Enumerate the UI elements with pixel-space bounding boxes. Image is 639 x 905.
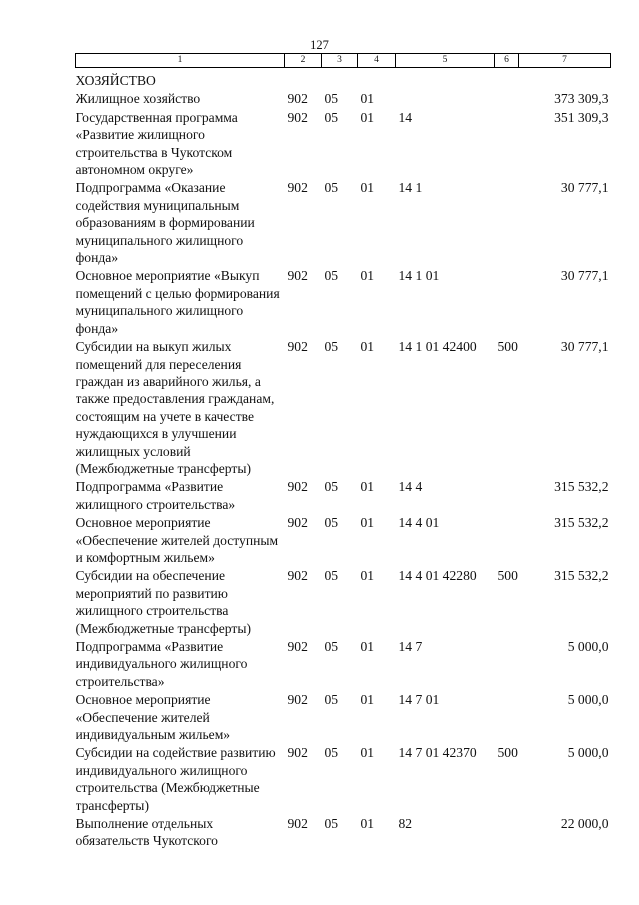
table-row [76,567,611,638]
row-amount [519,68,611,91]
row-admin-code: 902 [287,109,308,125]
row-admin-code: 902 [287,515,308,531]
row-target-article: 14 7 01 [398,692,440,708]
row-admin-code: 902 [287,91,308,107]
row-target-article: 14 7 [398,639,423,654]
table-row [76,744,611,815]
table-row [76,478,611,514]
row-name: Выполнение отдельных обязательств Чукотского [75,816,218,849]
table-header [76,54,611,68]
row-target-article: 82 [398,816,413,832]
row-section-code [322,68,358,91]
row-name: Основное мероприятие «Выкуп помещений с целью формирования муниципального жилищного фонда» [75,268,280,336]
row-name: Государственная программа «Развитие жилищного строительства в Чукотском автономном округе» [75,109,238,178]
header-col-6: 6 [495,54,519,68]
row-expense-type: 500 [497,568,518,584]
row-amount: 5 000,0 [567,692,609,708]
row-expense-type: 500 [497,339,518,355]
row-name: Подпрограмма «Оказание содействия муниципальным образованиям в формировании муниципального жилищного фонда» [75,180,255,266]
row-target-article: 14 1 01 42400 [398,339,477,355]
row-target-article: 14 1 [398,180,423,196]
table-row [76,179,611,267]
table-row [76,338,611,478]
row-amount: 315 532,2 [554,479,609,495]
row-section-code: 05 [324,268,339,284]
row-target-article: 14 4 [398,479,423,495]
row-amount: 30 777,1 [560,339,609,355]
row-subsection-code [358,68,396,91]
row-target-article: 14 [398,109,413,125]
row-subsection-code: 01 [360,339,375,355]
row-amount: 373 309,3 [554,91,609,107]
row-target-article [396,90,495,108]
row-expense-type [495,90,519,108]
header-col-5: 5 [396,54,495,68]
row-target-article [396,68,495,91]
row-subsection-code: 01 [360,479,375,495]
header-col-4: 4 [358,54,396,68]
row-section-code: 05 [324,816,339,832]
row-section-code: 05 [324,639,339,654]
row-expense-type [495,514,519,567]
row-target-article: 14 4 01 [398,515,440,531]
row-admin-code: 902 [287,745,308,761]
row-amount: 351 309,3 [554,109,609,125]
row-name: Основное мероприятие «Обеспечение жителей доступным и комфортным жильем» [75,515,279,565]
row-subsection-code: 01 [360,816,375,832]
table-row [76,691,611,744]
row-target-article: 14 7 01 42370 [398,745,477,761]
row-admin-code: 902 [287,479,308,495]
row-amount: 5 000,0 [567,745,609,761]
row-amount: 30 777,1 [560,268,609,284]
budget-table [75,53,611,851]
table-row [76,267,611,338]
row-name: Субсидии на обеспечение мероприятий по развитию жилищного строительства (Межбюджетные трансферты) [75,568,251,636]
row-admin-code: 902 [287,816,308,832]
row-subsection-code: 01 [360,745,375,761]
table-row [76,68,611,91]
row-subsection-code: 01 [360,692,375,708]
row-admin-code: 902 [287,339,308,355]
row-section-code: 05 [324,479,339,495]
table-row [76,109,611,180]
row-expense-type [495,815,519,851]
row-expense-type [495,638,519,691]
row-target-article: 14 1 01 [398,268,440,284]
row-admin-code: 902 [287,692,308,708]
header-row [76,54,611,68]
row-amount: 315 532,2 [554,568,609,584]
header-col-7: 7 [519,54,611,68]
row-subsection-code: 01 [360,639,375,654]
row-admin-code: 902 [287,268,308,284]
row-name: Подпрограмма «Развитие индивидуального жилищного строительства» [75,639,248,689]
row-expense-type [495,478,519,514]
row-section-code: 05 [324,515,339,531]
table-body [76,68,611,851]
table-row [76,815,611,851]
row-expense-type: 500 [497,745,518,761]
row-section-code: 05 [324,745,339,761]
row-name: Субсидии на выкуп жилых помещений для переселения граждан из аварийного жилья, а также предоставления гражданам, состоящим на учете в качестве нуждающихся в улучшении жилищных условий (Межбюджетные трансферты) [75,339,275,476]
row-section-code: 05 [324,568,339,584]
row-expense-type [495,267,519,338]
row-subsection-code: 01 [360,268,375,284]
row-admin-code: 902 [287,568,308,584]
header-col-2: 2 [285,54,322,68]
row-subsection-code: 01 [360,515,375,531]
row-section-code: 05 [324,91,339,107]
row-admin-code: 902 [287,180,308,196]
row-name: Основное мероприятие «Обеспечение жителей индивидуальным жильем» [75,692,231,743]
row-expense-type [495,179,519,267]
row-section-code: 05 [324,109,339,125]
row-name: Жилищное хозяйство [75,91,201,107]
row-admin-code [285,68,322,91]
table-row [76,514,611,567]
row-subsection-code: 01 [360,109,375,125]
header-col-1: 1 [76,54,285,68]
row-name: ХОЗЯЙСТВО [75,73,156,88]
table-row [76,638,611,691]
table-row [76,90,611,108]
row-amount: 315 532,2 [554,515,609,531]
header-col-3: 3 [322,54,358,68]
row-expense-type [495,691,519,744]
row-subsection-code: 01 [360,91,375,107]
row-amount: 22 000,0 [560,816,609,832]
row-admin-code: 902 [287,639,308,654]
row-name: Субсидии на содействие развитию индивидуального жилищного строительства (Межбюджетные трансферты) [75,745,276,813]
row-name: Подпрограмма «Развитие жилищного строительства» [75,479,236,512]
row-subsection-code: 01 [360,180,375,196]
row-section-code: 05 [324,180,339,196]
row-section-code: 05 [324,339,339,355]
row-expense-type [495,109,519,180]
row-expense-type [495,68,519,91]
row-section-code: 05 [324,692,339,708]
row-amount: 5 000,0 [567,639,609,654]
row-target-article: 14 4 01 42280 [398,568,477,584]
row-subsection-code: 01 [360,568,375,584]
row-amount: 30 777,1 [560,180,609,196]
page-number: 127 [310,38,329,52]
